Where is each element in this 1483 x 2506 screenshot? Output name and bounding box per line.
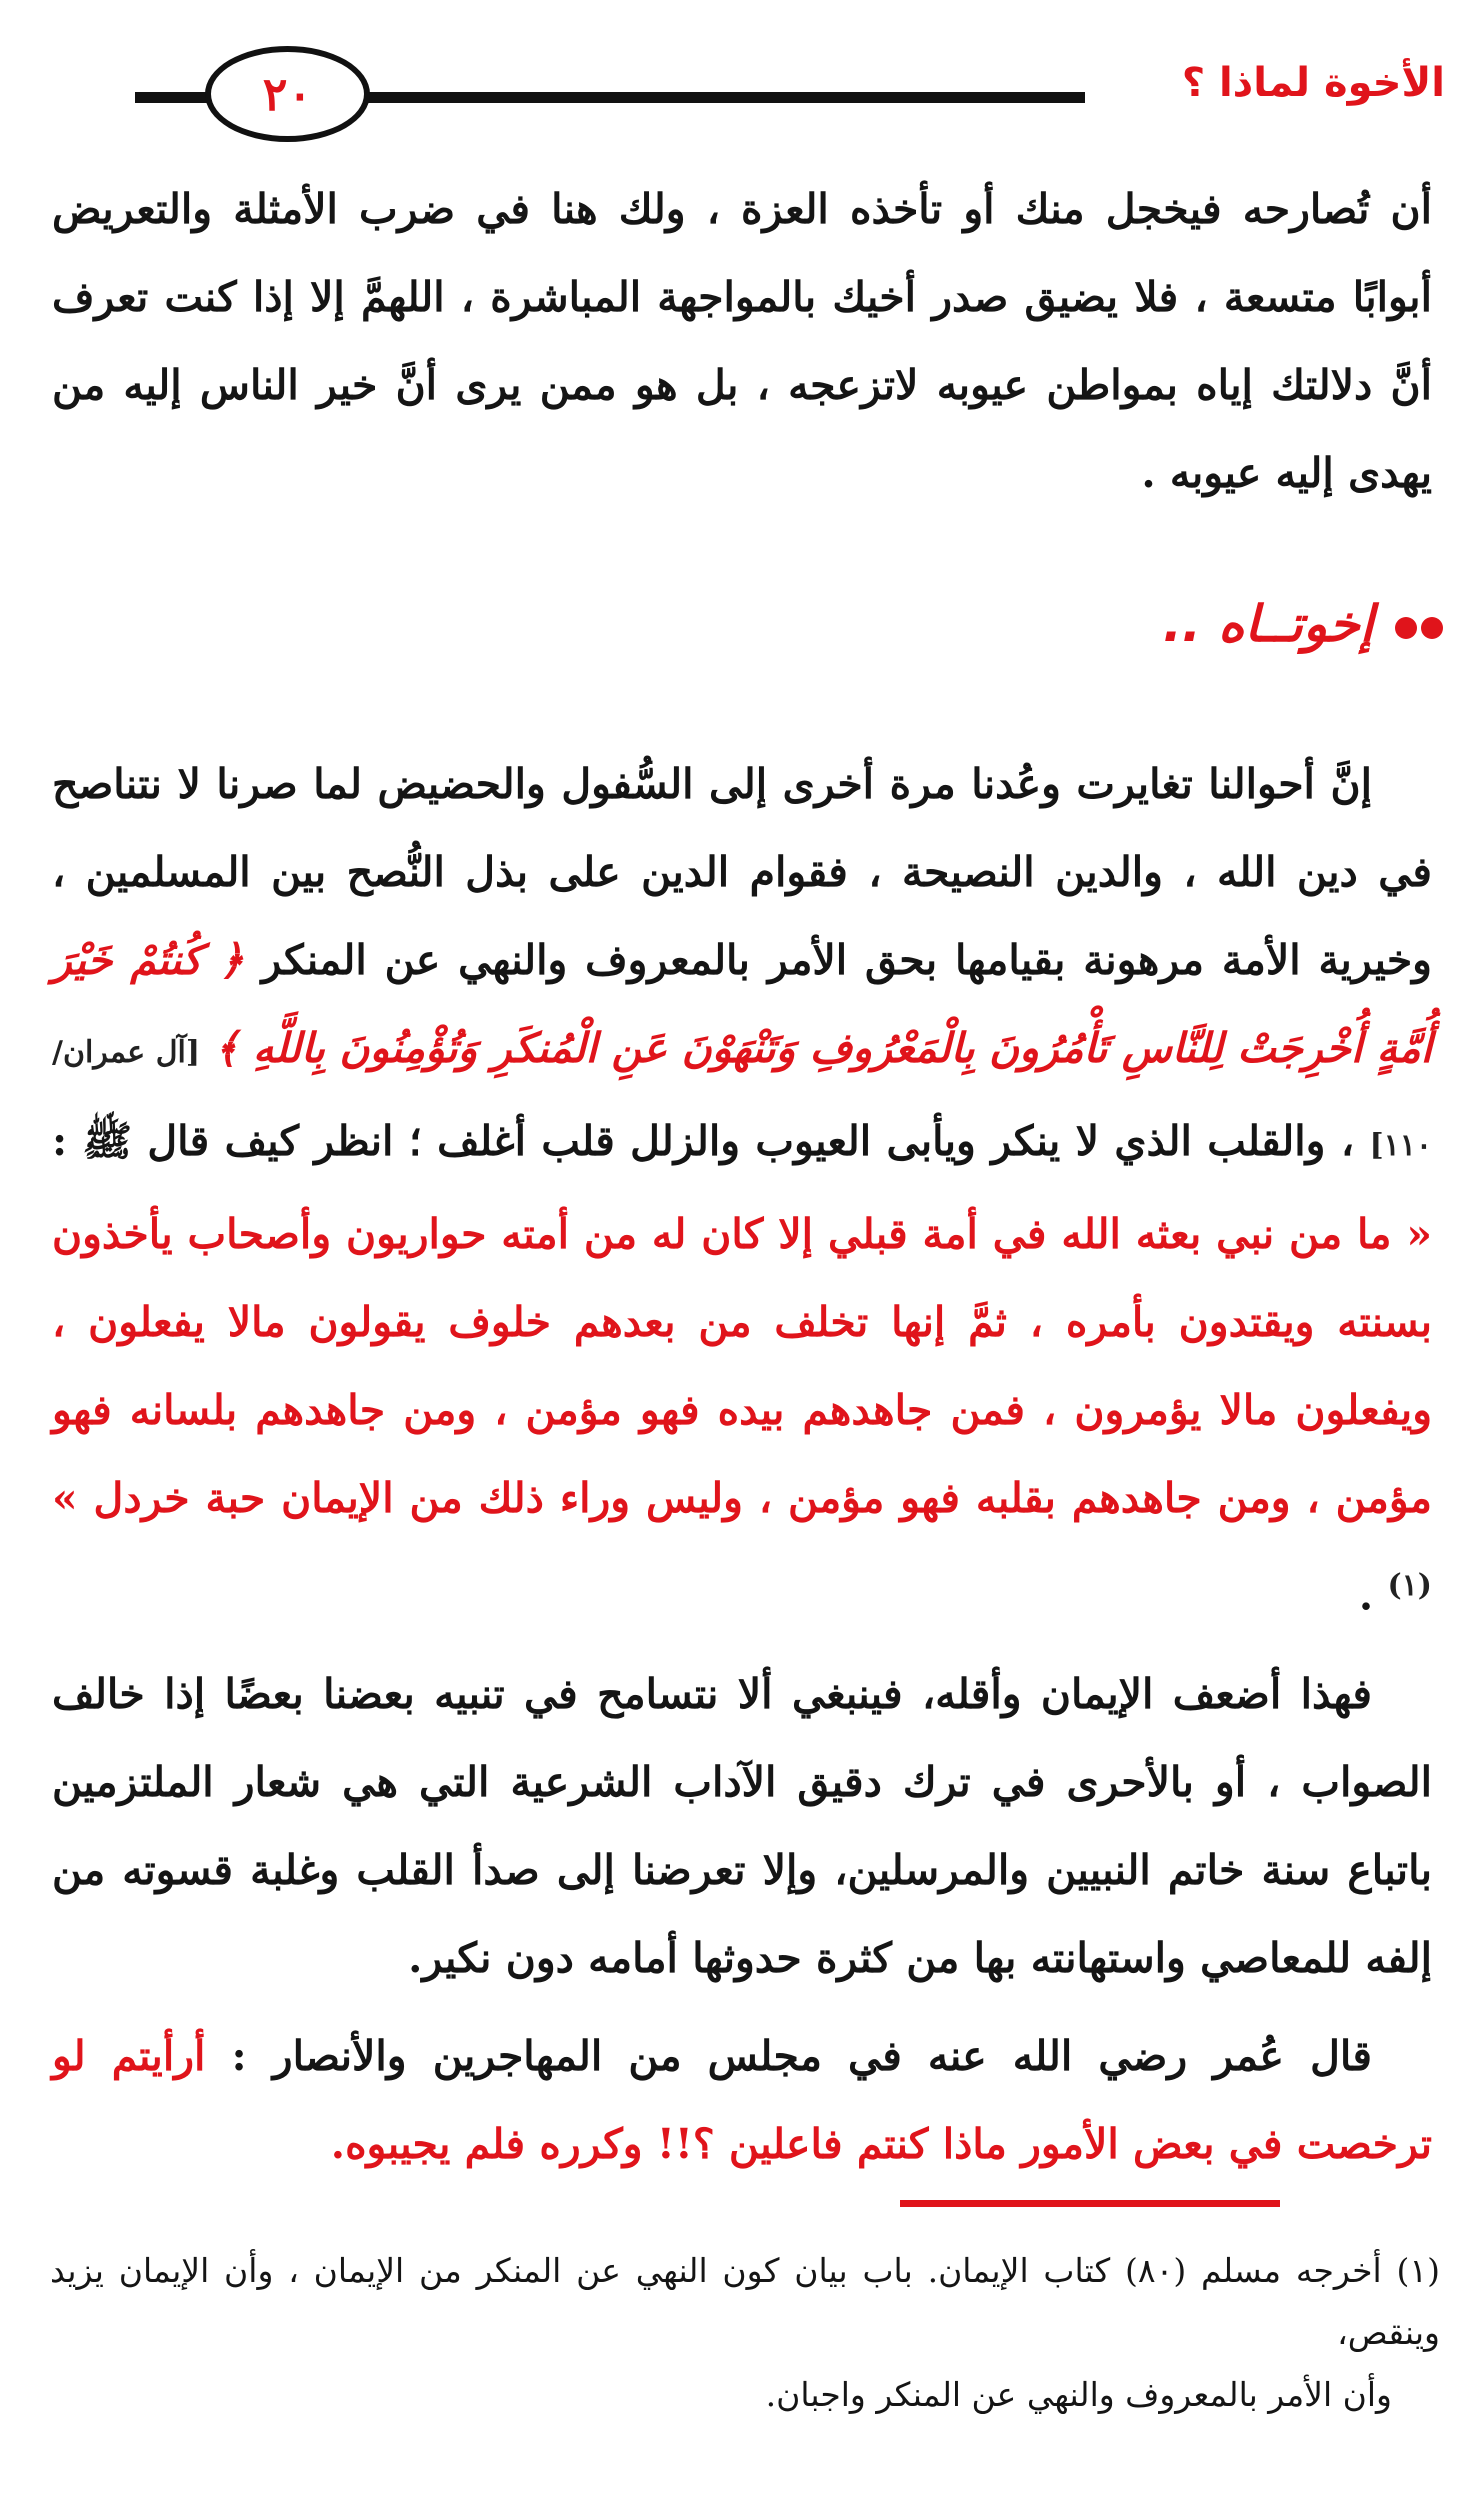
paragraph-1-text-a: إنَّ أحوالنا تغايرت وعُدنا مرة أخرى إلى السُّفول والحضيض لما صرنا لا نتناصح في دين الله ، والدين النصيحة ، فقوام الدين على بذل النُّصح بين المسلمين ، وخيرية الأمة مرهونة بقيامها بحق الأمر بالمعروف والنهي عن المنكر [52,760,1432,984]
bullet-icon [1421,617,1443,639]
bullet-icon [1395,617,1417,639]
paragraph-3-red: أرأيتم لو ترخصت في بعض الأمور ماذا كنتم فاعلين ؟!! وكرره فلم يجيبوه. [52,2031,1432,2168]
hadith-quote: « ما من نبي بعثه الله في أمة قبلي إلا كان له من أمته حواريون وأصحاب يأخذون بسنته ويقتدون بأمره ، ثمَّ إنها تخلف من بعدهم خلوف يقولون مالا يفعلون ، ويفعلون مالا يؤمرون ، فمن جاهدهم بيده فهو مؤمن ، ومن جاهدهم بلسانه فهو مؤمن ، ومن جاهدهم بقلبه فهو مؤمن ، وليس وراء ذلك من الإيمان حبة خردل » [52,1210,1432,1522]
intro-block [52,165,1432,517]
main-text [52,740,1432,2188]
paragraph-3 [52,2012,1432,2188]
page-number-oval [205,46,370,142]
page-header [40,30,1445,140]
footnote-line-2: وأن الأمر بالمعروف والنهي عن المنكر واجبان. [765,2375,1392,2414]
paragraph-2: فهذا أضعف الإيمان وأقله، فينبغي ألا نتسامح في تنبيه بعضنا بعضًا إذا خالف الصواب ، أو بالأحرى في ترك دقيق الآداب الشرعية التي هي شعار الملتزمين باتباع سنة خاتم النبيين والمرسلين، وإلا تعرضنا إلى صدأ القلب وغلبة قسوته من إلفه للمعاصي واستهانته بها من كثرة حدوثها أمامه دون نكير. [52,1669,1432,1982]
intro-paragraph: أن تُصارحه فيخجل منك أو تأخذه العزة ، ولك هنا في ضرب الأمثلة والتعريض أبوابًا متسعة ، فلا يضيق صدر أخيك بالمواجهة المباشرة ، اللهمَّ إلا إذا كنت تعرف أنَّ دلالتك إياه بمواطن عيوبه لاتزعجه ، بل هو ممن يرى أنَّ خير الناس إليه من يهدى إليه عيوبه . [52,185,1432,497]
paragraph-3-text: قال عُمر رضي الله عنه في مجلس من المهاجرين والأنصار : [231,2031,1372,2080]
paragraph-1-end: . [1358,1571,1374,1620]
section-heading-text: إخوتــاه .. [1162,595,1374,653]
footnote-line-1: (١) أخرجه مسلم (٨٠) كتاب الإيمان. باب بيان كون النهي عن المنكر من الإيمان ، وأن الإيمان يزيد وينقص، [50,2251,1440,2352]
verse-reference: [آل عمران/١١٠] [52,1035,1432,1163]
quran-verse: ﴿ كُنتُمْ خَيْرَ أُمَّةٍ أُخْرِجَتْ لِلنَّاسِ تَأْمُرُونَ بِالْمَعْرُوفِ وَتَنْهَوْنَ عَنِ الْمُنكَرِ وَتُؤْمِنُونَ بِاللَّهِ ﴾ [52,936,1432,1072]
paragraph-1-text-b: ، والقلب الذي لا ينكر ويأبى العيوب والزلل قلب أغلف ؛ انظر كيف قال ﷺ : [52,1117,1355,1165]
page-number: ٢٠ [262,67,313,121]
footnote-marker[interactable]: (١) [1387,1568,1432,1603]
running-title: الأخوة لماذا ؟ [1170,60,1445,106]
header-rule [320,92,1085,103]
section-heading [1163,595,1443,653]
paragraph-1 [52,740,1432,1640]
footnote-divider [900,2200,1280,2207]
footnote [50,2240,1440,2426]
